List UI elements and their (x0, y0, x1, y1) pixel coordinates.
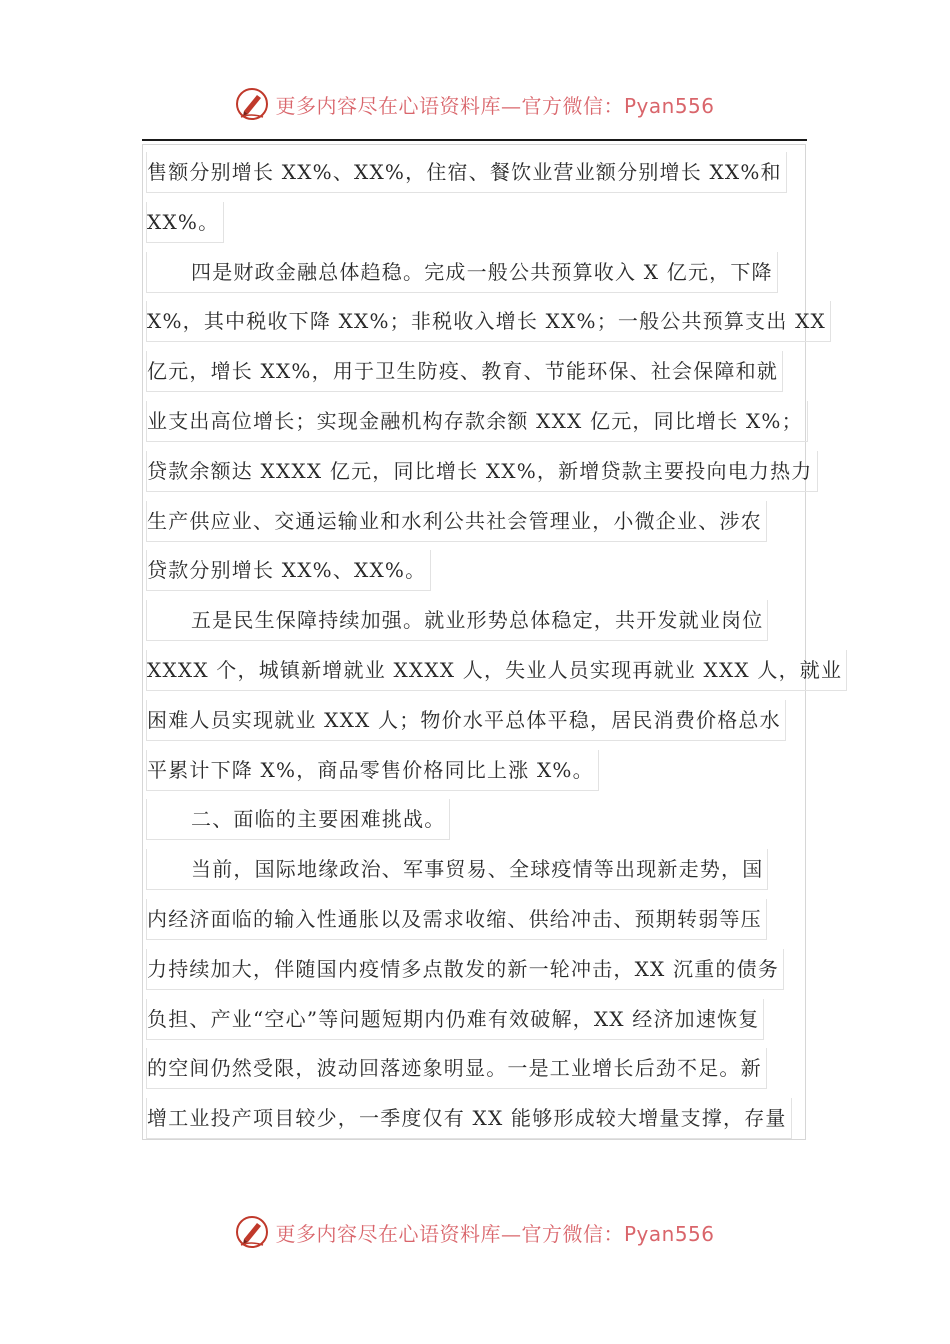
watermark-text: 更多内容尽在心语资料库—官方微信： (275, 93, 624, 118)
header-rule (142, 139, 807, 141)
text-line: 内经济面临的输入性通胀以及需求收缩、供给冲击、预期转弱等压 (146, 897, 806, 947)
text-line: 售额分别增长 XX%、XX%，住宿、餐饮业营业额分别增长 XX%和 (146, 150, 806, 200)
text-line: 力持续加大，伴随国内疫情多点散发的新一轮冲击，XX 沉重的债务 (146, 947, 806, 997)
watermark-brand: Pyan556 (623, 1221, 715, 1246)
paragraph-start: 当前，国际地缘政治、军事贸易、全球疫情等出现新走势，国 (146, 847, 806, 897)
text-line: XX%。 (146, 200, 806, 250)
section-heading: 二、面临的主要困难挑战。 (146, 797, 806, 847)
watermark-text: 更多内容尽在心语资料库—官方微信： (275, 1221, 624, 1246)
header-watermark (0, 84, 950, 124)
paragraph-start: 四是财政金融总体趋稳。完成一般公共预算收入 X 亿元，下降 (146, 250, 806, 300)
text-line: 的空间仍然受限，波动回落迹象明显。一是工业增长后劲不足。新 (146, 1046, 806, 1096)
text-line: XXXX 个，城镇新增就业 XXXX 人，失业人员实现再就业 XXX 人，就业 (146, 648, 806, 698)
footer-watermark (0, 1212, 950, 1252)
text-line: 困难人员实现就业 XXX 人；物价水平总体平稳，居民消费价格总水 (146, 698, 806, 748)
pen-logo-icon (235, 1215, 269, 1249)
text-line: 贷款余额达 XXXX 亿元，同比增长 XX%，新增贷款主要投向电力热力 (146, 449, 806, 499)
document-body (146, 150, 843, 1146)
pen-logo-icon (235, 87, 269, 121)
paragraph-start: 五是民生保障持续加强。就业形势总体稳定，共开发就业岗位 (146, 598, 806, 648)
text-line: 平累计下降 X%，商品零售价格同比上涨 X%。 (146, 748, 806, 798)
watermark-brand: Pyan556 (623, 93, 715, 118)
text-line: X%，其中税收下降 XX%；非税收入增长 XX%；一般公共预算支出 XX (146, 299, 806, 349)
text-line: 贷款分别增长 XX%、XX%。 (146, 548, 806, 598)
text-line: 负担、产业“空心”等问题短期内仍难有效破解，XX 经济加速恢复 (146, 997, 806, 1047)
text-line: 增工业投产项目较少，一季度仅有 XX 能够形成较大增量支撑，存量 (146, 1096, 806, 1146)
text-line: 亿元，增长 XX%，用于卫生防疫、教育、节能环保、社会保障和就 (146, 349, 806, 399)
text-line: 生产供应业、交通运输业和水利公共社会管理业，小微企业、涉农 (146, 499, 806, 549)
text-line: 业支出高位增长；实现金融机构存款余额 XXX 亿元，同比增长 X%； (146, 399, 806, 449)
